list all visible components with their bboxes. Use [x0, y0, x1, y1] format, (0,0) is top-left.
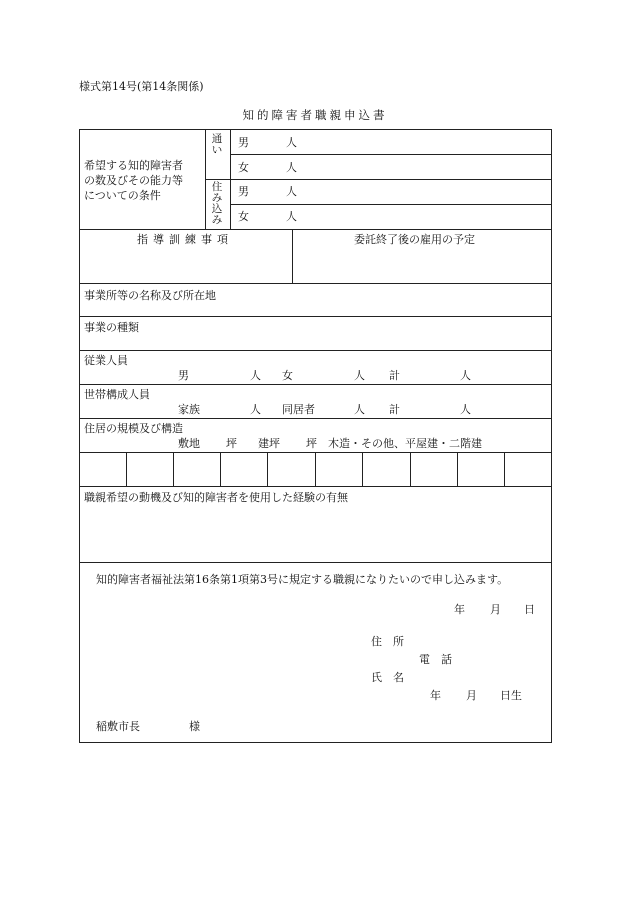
live-in-female-unit: 人	[286, 210, 297, 223]
date-month-label: 月	[490, 603, 501, 616]
commute-female-label: 女	[238, 161, 249, 174]
conditions-label-line: についての条件	[84, 189, 161, 202]
birth-year-label: 年	[430, 689, 441, 702]
grid-cell-divider	[504, 452, 505, 486]
employees-total-label: 計	[389, 369, 400, 382]
business-type-label: 事業の種類	[84, 321, 139, 334]
address-label: 住 所	[371, 635, 404, 648]
divider	[205, 179, 552, 180]
divider	[79, 229, 552, 230]
divider	[230, 154, 552, 155]
addressee: 稲敷市長	[96, 720, 140, 733]
household-cohabitant-label: 同居者	[282, 403, 315, 416]
live-in-male-unit: 人	[286, 185, 297, 198]
declaration-statement: 知的障害者福祉法第16条第1項第3号に規定する職親になりたいので申し込みます。	[96, 573, 509, 586]
dwelling-structure: 木造・その他、平屋建・二階建	[328, 437, 482, 450]
guidance-label: 指導訓練事項	[137, 233, 233, 246]
document-title: 知的障害者職親申込書	[242, 108, 388, 122]
commute-label: 通い	[211, 133, 223, 156]
dwelling-site-unit: 坪	[226, 437, 237, 450]
divider	[79, 384, 552, 385]
grid-cell-divider	[220, 452, 221, 486]
date-year-label: 年	[454, 603, 465, 616]
dwelling-label: 住居の規模及び構造	[84, 422, 183, 435]
divider	[292, 229, 293, 283]
date-day-label: 日	[524, 603, 535, 616]
household-family-unit: 人	[250, 403, 261, 416]
household-total-label: 計	[389, 403, 400, 416]
name-label: 氏 名	[371, 671, 404, 684]
divider	[79, 283, 552, 284]
divider	[79, 562, 552, 563]
birth-month-label: 月	[466, 689, 477, 702]
motive-label: 職親希望の動機及び知的障害者を使用した経験の有無	[84, 491, 348, 504]
commute-male-unit: 人	[286, 136, 297, 149]
grid-cell-divider	[457, 452, 458, 486]
household-family-label: 家族	[178, 403, 200, 416]
employees-female-label: 女	[282, 369, 293, 382]
phone-label: 電 話	[419, 653, 452, 666]
grid-cell-divider	[267, 452, 268, 486]
grid-cell-divider	[315, 452, 316, 486]
divider	[79, 316, 552, 317]
household-cohabitant-unit: 人	[354, 403, 365, 416]
honorific: 様	[189, 720, 200, 733]
employees-male-label: 男	[178, 369, 189, 382]
grid-cell-divider	[362, 452, 363, 486]
divider	[230, 204, 552, 205]
post-employment-label: 委託終了後の雇用の予定	[354, 233, 475, 246]
live-in-female-label: 女	[238, 210, 249, 223]
employees-female-unit: 人	[354, 369, 365, 382]
employees-male-unit: 人	[250, 369, 261, 382]
conditions-label	[84, 158, 204, 203]
grid-cell-divider	[410, 452, 411, 486]
commute-female-unit: 人	[286, 161, 297, 174]
dwelling-building-label: 建坪	[258, 437, 280, 450]
dwelling-building-unit: 坪	[306, 437, 317, 450]
conditions-label-line: 希望する知的障害者	[84, 159, 183, 172]
employees-label: 従業人員	[84, 354, 128, 367]
household-total-unit: 人	[460, 403, 471, 416]
live-in-male-label: 男	[238, 185, 249, 198]
commute-male-label: 男	[238, 136, 249, 149]
grid-cell-divider	[126, 452, 127, 486]
divider	[79, 486, 552, 487]
divider	[79, 350, 552, 351]
form-number: 様式第14号(第14条関係)	[79, 80, 204, 93]
employees-total-unit: 人	[460, 369, 471, 382]
grid-cell-divider	[173, 452, 174, 486]
business-name-location-label: 事業所等の名称及び所在地	[84, 289, 216, 302]
divider	[79, 418, 552, 419]
form-frame	[79, 129, 552, 743]
live-in-label: 住み込み	[211, 181, 223, 226]
conditions-label-line: の数及びその能力等	[84, 174, 183, 187]
birth-day-label: 日生	[500, 689, 522, 702]
household-label: 世帯構成人員	[84, 388, 150, 401]
dwelling-site-label: 敷地	[178, 437, 200, 450]
